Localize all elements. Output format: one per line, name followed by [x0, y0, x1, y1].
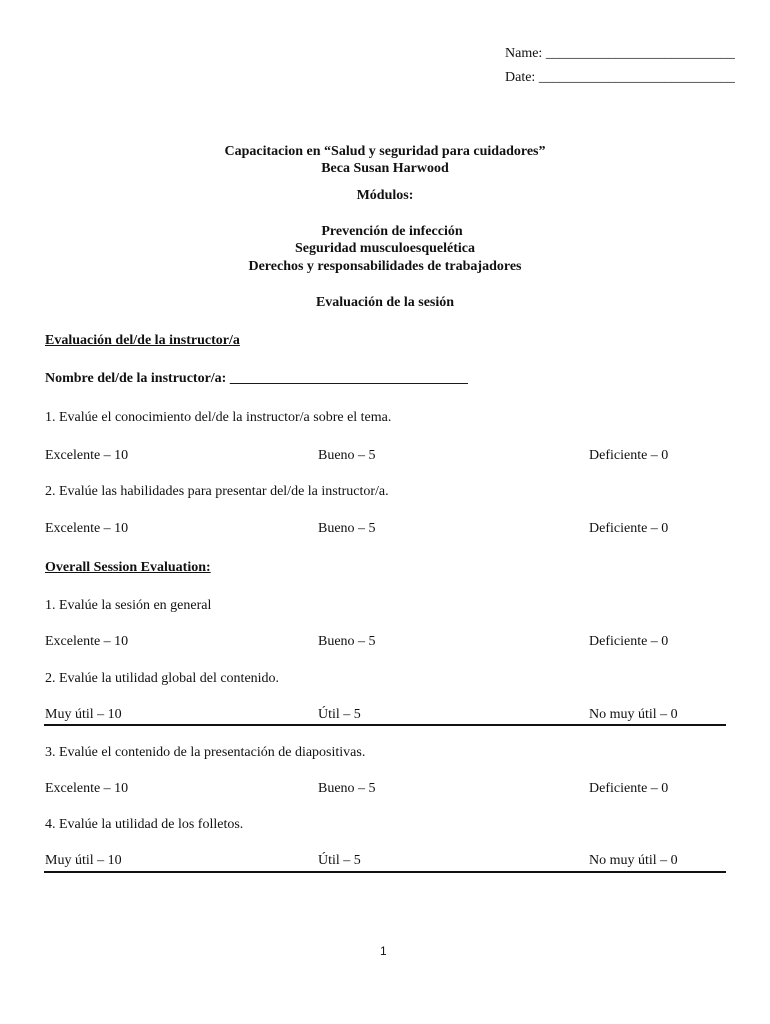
session-evaluation-title: Evaluación de la sesión [315, 295, 455, 310]
rating-option[interactable]: Bueno – 5 [318, 634, 376, 649]
module-item: Prevención de infección [321, 224, 463, 239]
rating-option[interactable]: Deficiente – 0 [589, 781, 669, 796]
rating-option[interactable]: Excelente – 10 [45, 448, 129, 463]
rating-option[interactable]: Deficiente – 0 [589, 521, 669, 536]
date-field[interactable]: Date: ____________________________ [505, 70, 735, 85]
grant-name: Beca Susan Harwood [321, 161, 449, 176]
instructor-name-field[interactable]: Nombre del/de la instructor/a: __________________________________ [45, 371, 468, 386]
rating-option[interactable]: Bueno – 5 [318, 521, 376, 536]
rating-option[interactable]: Bueno – 5 [318, 781, 376, 796]
question-text: 1. Evalúe el conocimiento del/de la instructor/a sobre el tema. [45, 410, 392, 425]
question-text: 3. Evalúe el contenido de la presentación de diapositivas. [45, 745, 366, 760]
rating-option[interactable]: Excelente – 10 [45, 781, 129, 796]
instructor-section-heading: Evaluación del/de la instructor/a [45, 333, 240, 348]
rating-option[interactable]: Bueno – 5 [318, 448, 376, 463]
question-text: 4. Evalúe la utilidad de los folletos. [45, 817, 244, 832]
rating-option[interactable]: No muy útil – 0 [589, 707, 678, 722]
rating-option[interactable]: Deficiente – 0 [589, 634, 669, 649]
module-item: Derechos y responsabilidades de trabajadores [248, 259, 522, 274]
question-text: 1. Evalúe la sesión en general [45, 598, 212, 613]
rating-option[interactable]: Útil – 5 [318, 707, 361, 722]
rating-option[interactable]: Muy útil – 10 [45, 707, 122, 722]
divider-line [44, 871, 726, 873]
rating-option[interactable]: Muy útil – 10 [45, 853, 122, 868]
rating-option[interactable]: No muy útil – 0 [589, 853, 678, 868]
rating-option[interactable]: Deficiente – 0 [589, 448, 669, 463]
modules-label: Módulos: [356, 188, 414, 203]
module-item: Seguridad musculoesquelética [294, 241, 476, 256]
question-text: 2. Evalúe las habilidades para presentar del/de la instructor/a. [45, 484, 389, 499]
document-title: Capacitacion en “Salud y seguridad para cuidadores” [224, 144, 546, 159]
overall-section-heading: Overall Session Evaluation: [45, 560, 211, 575]
rating-option[interactable]: Útil – 5 [318, 853, 361, 868]
rating-option[interactable]: Excelente – 10 [45, 634, 129, 649]
page-number: 1 [380, 944, 387, 958]
question-text: 2. Evalúe la utilidad global del contenido. [45, 671, 280, 686]
divider-line [44, 724, 726, 726]
name-field[interactable]: Name: ___________________________ [505, 46, 735, 61]
rating-option[interactable]: Excelente – 10 [45, 521, 129, 536]
